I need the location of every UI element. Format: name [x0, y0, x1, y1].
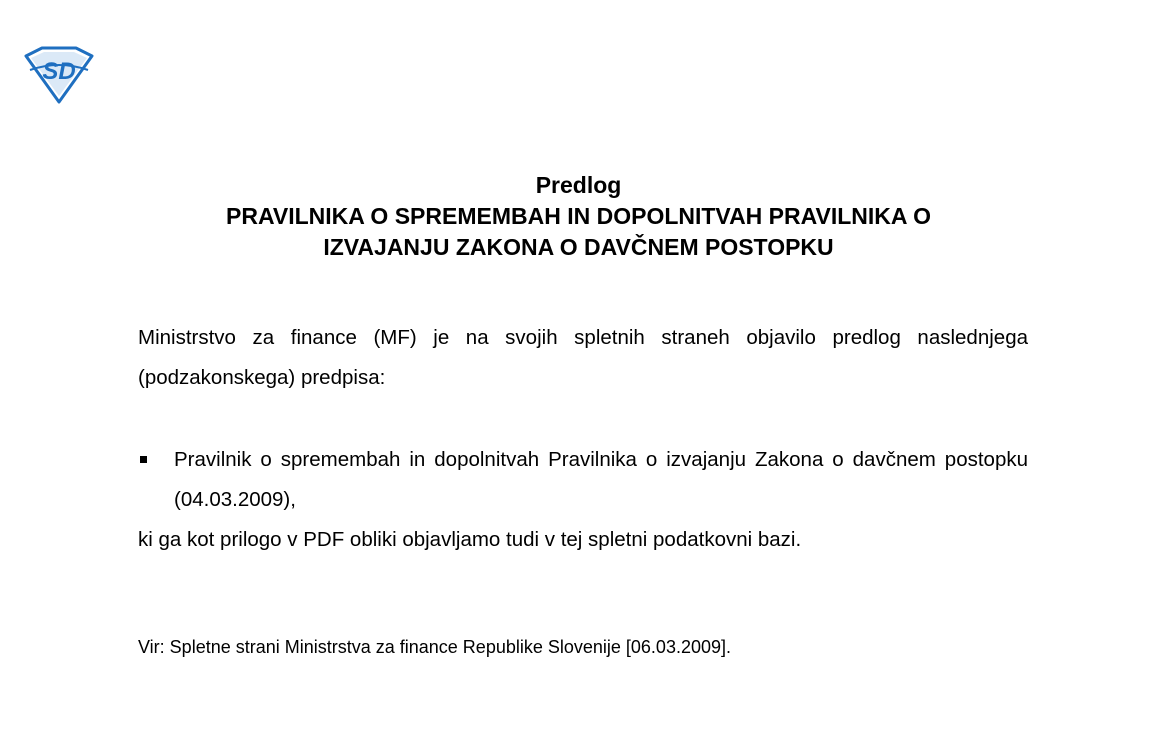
svg-text:SD: SD	[42, 58, 76, 85]
sd-logo-icon	[22, 46, 96, 104]
title-line-2: PRAVILNIKA O SPREMEMBAH IN DOPOLNITVAH PRAVILNIKA O	[226, 203, 931, 229]
list-item	[138, 440, 1028, 520]
document-title	[0, 170, 1157, 263]
square-bullet-icon	[140, 456, 147, 463]
intro-paragraph: Ministrstvo za finance (MF) je na svojih spletnih straneh objavilo predlog naslednjega (podzakonskega) predpisa:	[138, 326, 1028, 389]
source-note: Vir: Spletne strani Ministrstva za finance Republike Slovenije [06.03.2009].	[138, 637, 731, 657]
after-list-paragraph: ki ga kot prilogo v PDF obliki objavljamo tudi v tej spletni podatkovni bazi.	[138, 528, 802, 551]
title-line-1: Predlog	[535, 172, 622, 198]
title-line-3: IZVAJANJU ZAKONA O DAVČNEM POSTOPKU	[323, 234, 834, 260]
regulation-list	[138, 440, 1028, 520]
list-item-text: Pravilnik o spremembah in dopolnitvah Pravilnika o izvajanju Zakona o davčnem postopku (04.03.2009),	[174, 448, 1028, 511]
